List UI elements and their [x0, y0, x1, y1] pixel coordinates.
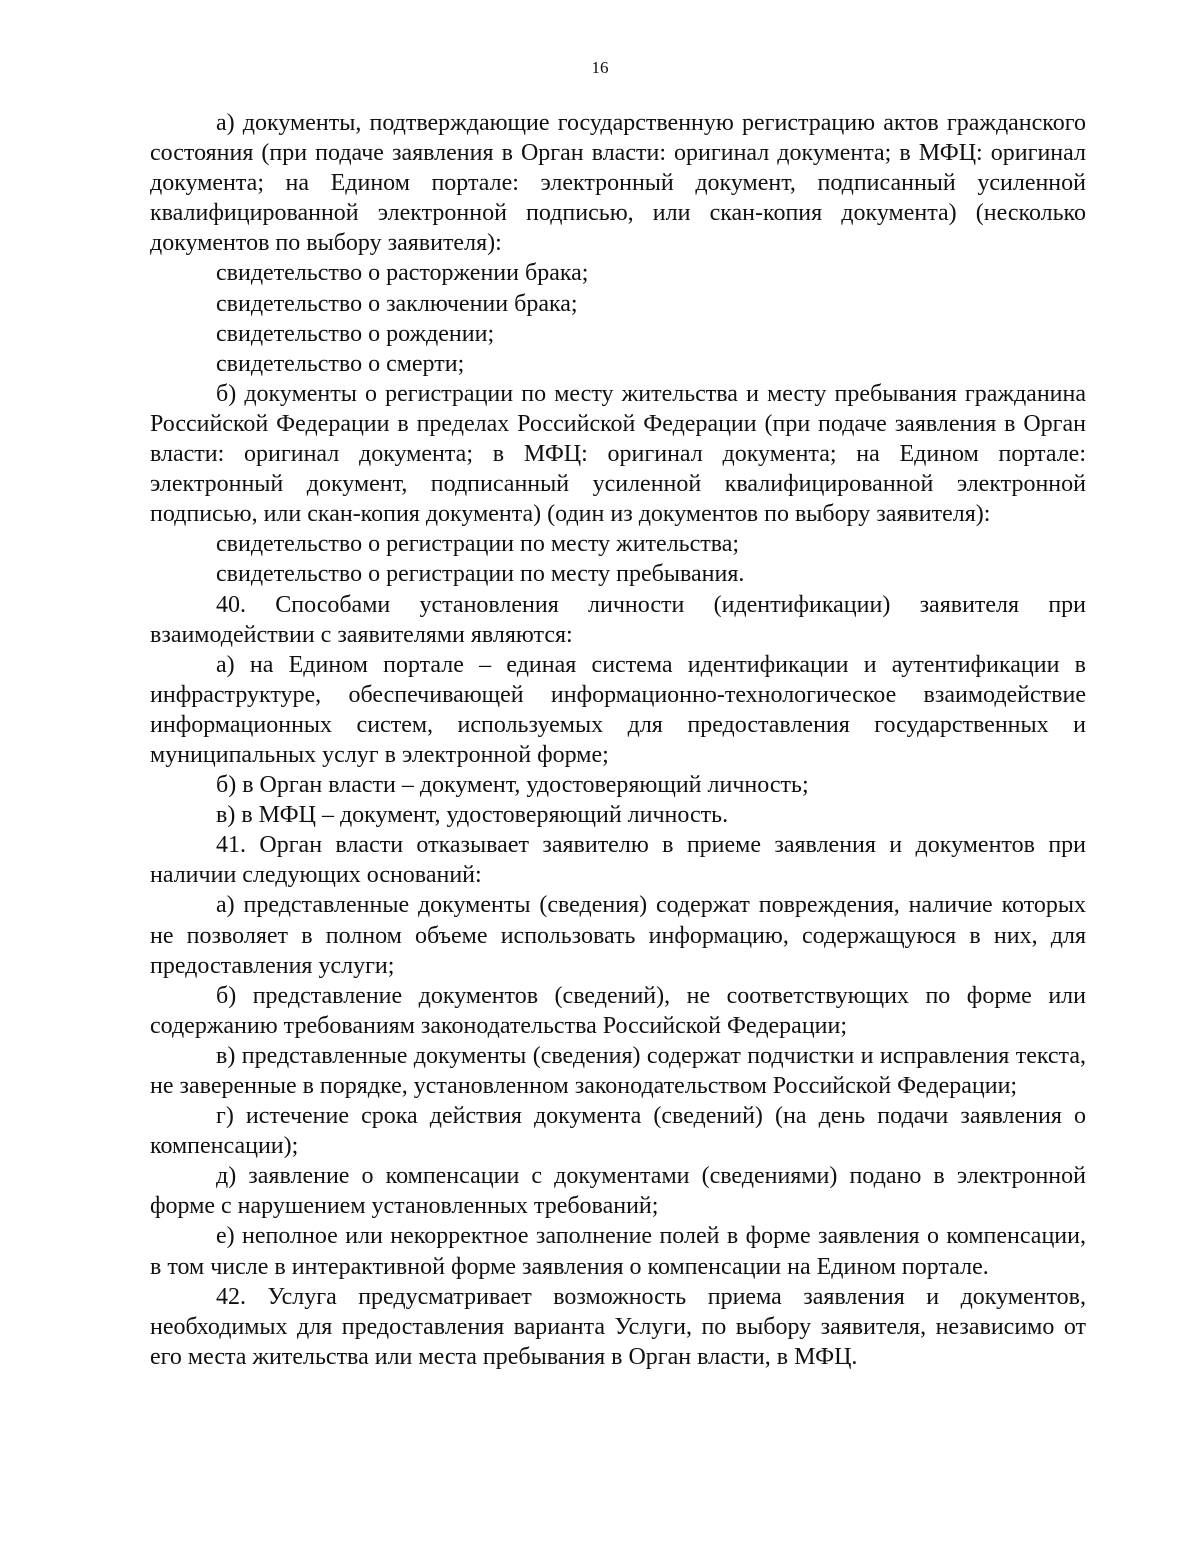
- paragraph-41f-incomplete-form: е) неполное или некорректное заполнение полей в форме заявления о компенсации, в том числе в интерактивной форме заявления о компенсации на Едином портале.: [150, 1223, 1086, 1280]
- paragraph-41b-noncompliant-documents: б) представление документов (сведений), не соответствующих по форме или содержанию требованиям законодательства Российской Федерации;: [150, 982, 1086, 1039]
- paragraph-42-service-reception: 42. Услуга предусматривает возможность приема заявления и документов, необходимых для предоставления варианта Услуги, по выбору заявителя, независимо от его места жительства или места пребывания в Орган власти, в МФЦ.: [150, 1283, 1086, 1370]
- list-item-marriage-certificate: свидетельство о заключении брака;: [216, 290, 578, 317]
- list-item-divorce-certificate: свидетельство о расторжении брака;: [216, 260, 589, 287]
- paragraph-40-identification-methods: 40. Способами установления личности (идентификации) заявителя при взаимодействии с заявителями являются:: [150, 591, 1086, 648]
- document-body: [150, 108, 1086, 1372]
- list-item-residence-registration: свидетельство о регистрации по месту жительства;: [216, 531, 740, 558]
- paragraph-b-registration-documents: б) документы о регистрации по месту жительства и месту пребывания гражданина Российской Федерации в пределах Российской Федерации (при подаче заявления в Орган власти: оригинал документа; в МФЦ: оригинал документа; на Едином портале: электронный документ, подписанный усиленной квалифицированной электронной подписью, или скан-копия документа) (один из документов по выбору заявителя):: [150, 380, 1086, 528]
- paragraph-40b-authority: б) в Орган власти – документ, удостоверяющий личность;: [216, 772, 809, 799]
- paragraph-41d-expired-documents: г) истечение срока действия документа (сведений) (на день подачи заявления о компенсации);: [150, 1103, 1086, 1160]
- list-item-stay-registration: свидетельство о регистрации по месту пребывания.: [216, 561, 745, 588]
- paragraph-41-refusal-grounds: 41. Орган власти отказывает заявителю в приеме заявления и документов при наличии следующих оснований:: [150, 832, 1086, 889]
- paragraph-40a-unified-portal: а) на Едином портале – единая система идентификации и аутентификации в инфраструктуре, обеспечивающей информационно-технологическое взаимодействие информационных систем, используемых для предоставления государственных и муниципальных услуг в электронной форме;: [150, 651, 1086, 768]
- list-item-death-certificate: свидетельство о смерти;: [216, 350, 465, 377]
- paragraph-41e-electronic-violation: д) заявление о компенсации с документами (сведениями) подано в электронной форме с нарушением установленных требований;: [150, 1163, 1086, 1220]
- paragraph-40c-mfc: в) в МФЦ – документ, удостоверяющий личность.: [216, 802, 729, 829]
- paragraph-a-civil-status-documents: а) документы, подтверждающие государственную регистрацию актов гражданского состояния (при подаче заявления в Орган власти: оригинал документа; в МФЦ: оригинал документа; на Едином портале: электронный документ, подписанный усиленной квалифицированной электронной подписью, или скан-копия документа) (несколько документов по выбору заявителя):: [150, 110, 1086, 257]
- paragraph-41a-damaged-documents: а) представленные документы (сведения) содержат повреждения, наличие которых не позволяет в полном объеме использовать информацию, содержащуюся в них, для предоставления услуги;: [150, 892, 1086, 979]
- page-number: 16: [591, 58, 609, 77]
- paragraph-41c-corrected-documents: в) представленные документы (сведения) содержат подчистки и исправления текста, не заверенные в порядке, установленном законодательством Российской Федерации;: [150, 1042, 1086, 1099]
- list-item-birth-certificate: свидетельство о рождении;: [216, 320, 495, 347]
